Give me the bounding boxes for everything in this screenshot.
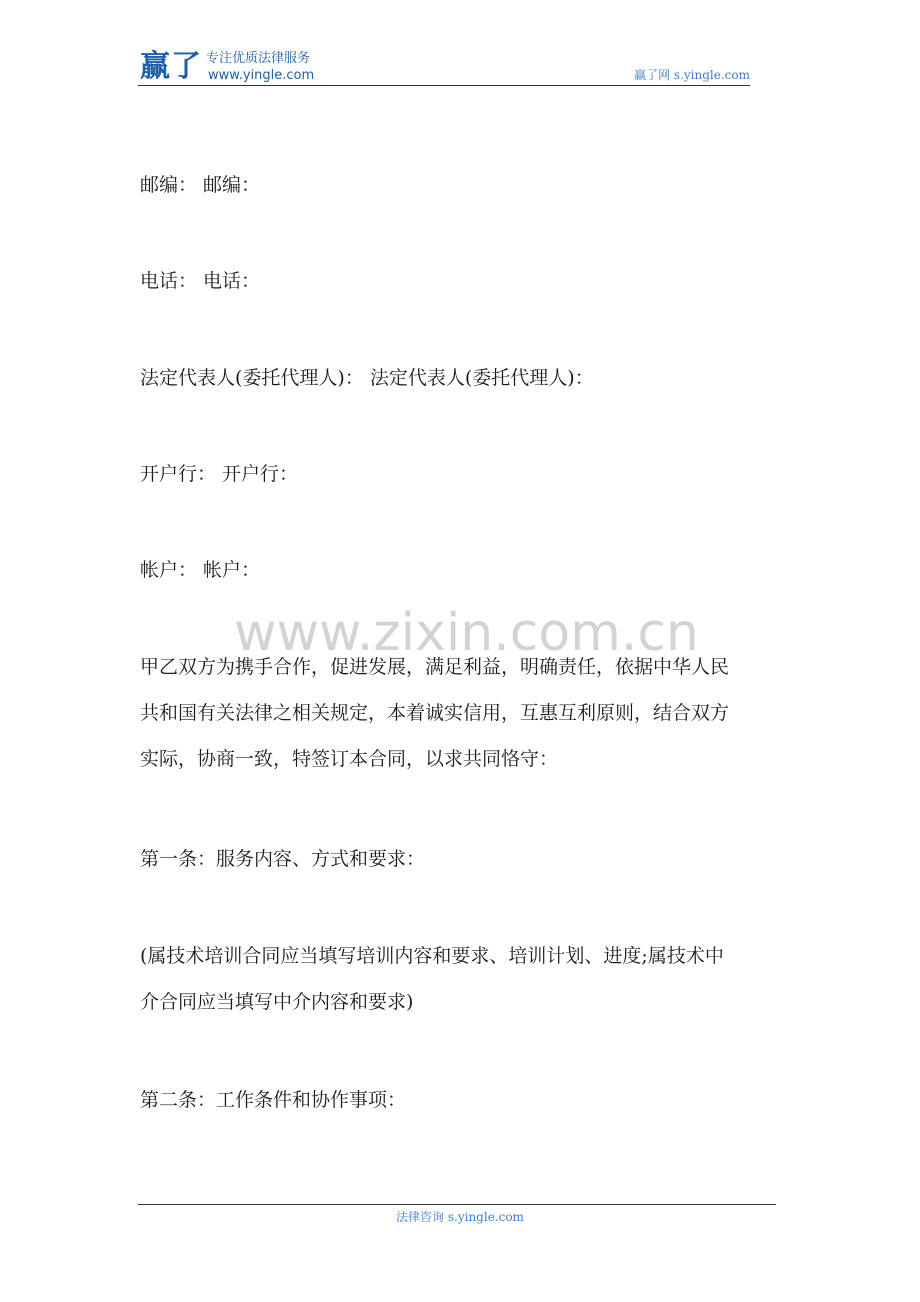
watermark: www.zixin.com.cn (234, 603, 699, 663)
note-line: 介合同应当填写中介内容和要求) (140, 991, 414, 1013)
header-divider (138, 85, 750, 86)
footer-divider (138, 1204, 776, 1205)
logo-url[interactable]: www.yingle.com (208, 68, 315, 83)
site-logo[interactable]: 赢了 (140, 49, 202, 84)
article-1-note (140, 933, 785, 1025)
page-header (138, 48, 750, 88)
postcode-line: 邮编： 邮编： (140, 174, 261, 196)
bank-line: 开户行： 开户行： (140, 463, 299, 485)
intro-line: 共和国有关法律之相关规定，本着诚实信用，互惠互利原则，结合双方 (140, 702, 730, 724)
intro-line: 甲乙双方为携手合作，促进发展，满足利益，明确责任，依据中华人民 (140, 656, 730, 678)
article-1-heading: 第一条：服务内容、方式和要求： (140, 848, 426, 870)
phone-line: 电话： 电话： (140, 270, 261, 292)
logo-slogan: 专注优质法律服务 (206, 51, 311, 66)
legal-rep-line: 法定代表人(委托代理人)： 法定代表人(委托代理人)： (140, 367, 594, 389)
article-2-heading: 第二条：工作条件和协作事项： (140, 1089, 407, 1111)
intro-paragraph (140, 644, 785, 782)
intro-line: 实际，协商一致，特签订本合同，以求共同恪守： (140, 748, 559, 770)
header-site-link[interactable]: 赢了网 s.yingle.com (634, 68, 750, 82)
account-line: 帐户： 帐户： (140, 559, 261, 581)
footer-link[interactable]: 法律咨询 s.yingle.com (396, 1210, 524, 1224)
note-line: (属技术培训合同应当填写培训内容和要求、培训计划、进度;属技术中 (140, 945, 724, 967)
